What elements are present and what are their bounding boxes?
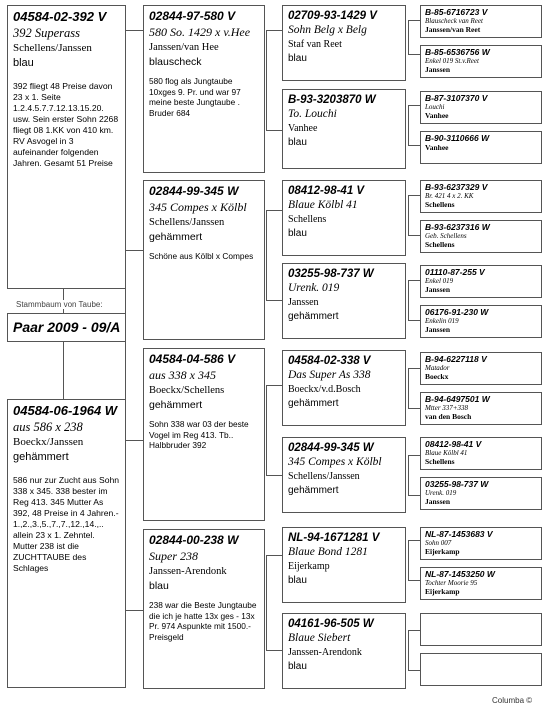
ring-number: 03255-98-737 W [288, 268, 374, 280]
ring-number: 04584-02-392 V [13, 9, 107, 24]
connector [408, 320, 420, 321]
connector [408, 105, 409, 145]
owner: Vanhee [425, 143, 449, 152]
owner: Schellens/Janssen [13, 42, 92, 54]
pigeon-name: Super 238 [149, 549, 198, 563]
connector [266, 555, 267, 650]
pigeon-card-great-grandparent[interactable] [420, 477, 542, 510]
connector [408, 20, 409, 54]
pigeon-card-great-grandparent[interactable] [420, 5, 542, 38]
owner: Janssen [425, 497, 451, 506]
ring-number: B-85-6536756 W [425, 47, 490, 57]
ring-number: 03255-98-737 W [425, 479, 489, 489]
connector [408, 195, 420, 196]
color: blau [288, 228, 307, 239]
pigeon-name: Urenk. 019 [288, 282, 340, 294]
color: blauscheck [149, 56, 202, 68]
connector [266, 475, 282, 476]
owner: Janssen [288, 297, 319, 308]
remark: Schöne aus Kölbl x Compes [149, 251, 254, 261]
ring-number: NL-87-1453683 V [425, 529, 493, 539]
connector [266, 30, 267, 130]
pedigree-label: Stammbaum von Taube: [16, 300, 103, 309]
pigeon-name: 345 Compes x Kölbl [288, 456, 382, 468]
pigeon-card-great-grandparent[interactable] [420, 180, 542, 213]
pigeon-card-great-grandparent[interactable] [420, 265, 542, 298]
connector [408, 455, 409, 495]
connector [266, 210, 282, 211]
color: gehämmert [288, 398, 339, 409]
connector [408, 630, 420, 631]
owner: Vanhee [425, 111, 449, 120]
pigeon-card-parent[interactable] [143, 5, 265, 173]
ring-number: 01110-87-255 V [425, 267, 485, 277]
owner: Boeckx/Janssen [13, 436, 84, 448]
pigeon-card-grandparent[interactable] [282, 263, 406, 339]
pair-box [7, 313, 126, 342]
ring-number: 04584-06-1964 W [13, 403, 118, 418]
owner: Janssen [425, 325, 451, 334]
remark: 238 war die Beste Jungtaube die ich je hatte 13x ges - 13x Pr. 974 Aspunkte mit 1500.- Preisgeld [149, 600, 257, 642]
color: gehämmert [149, 399, 203, 411]
owner: Schellens [425, 240, 455, 249]
connector [408, 54, 420, 55]
ring-number: 08412-98-41 V [425, 439, 482, 449]
connector [408, 580, 420, 581]
connector [266, 210, 267, 300]
pigeon-name: Enkel 019 St.v.Reet [425, 57, 479, 65]
pigeon-name: To. Louchi [288, 108, 337, 120]
remark: 586 nur zur Zucht aus Sohn 338 x 345. 338 bester im Reg 413. 345 Mutter As 392, 48 Preise in 4 Jahren.- 1.,2.,3.,5.,7.,7.,12.,14.,.. allein 23 x 1. Zehntel. Mutter 238 ist die ZUCHTTAUBE des Schlages [13, 475, 120, 573]
connector [408, 495, 420, 496]
pigeon-card-grandparent[interactable] [282, 437, 406, 513]
pigeon-card-great-grandparent[interactable] [420, 220, 542, 253]
connector [408, 20, 420, 21]
color: blau [288, 575, 307, 586]
pigeon-card-great-grandparent[interactable] [420, 91, 542, 124]
color: gehämmert [149, 231, 203, 243]
owner: Eijerkamp [288, 561, 330, 572]
ring-number: B-93-6237316 W [425, 222, 490, 232]
owner: Staf van Reet [288, 39, 342, 50]
owner: Boeckx [425, 372, 449, 381]
connector [408, 280, 409, 320]
ring-number: B-93-3203870 W [288, 94, 376, 106]
owner: Janssen/van Hee [149, 42, 219, 53]
connector [408, 280, 420, 281]
connector [408, 105, 420, 106]
owner: Boeckx/v.d.Bosch [288, 384, 361, 395]
owner: Schellens [288, 214, 327, 225]
connector [63, 342, 64, 399]
owner: Janssen/van Reet [425, 25, 481, 34]
color: gehämmert [288, 311, 339, 322]
footer-credit: Columba © [492, 696, 533, 705]
ring-number: NL-87-1453250 W [425, 569, 495, 579]
pigeon-name: Matador [425, 364, 450, 372]
pair-title: Paar 2009 - 09/A [13, 319, 121, 335]
pigeon-card-grandparent[interactable] [282, 527, 406, 603]
pigeon-card-great-grandparent[interactable] [420, 437, 542, 470]
owner: Eijerkamp [425, 547, 460, 556]
owner: Janssen-Arendonk [149, 566, 227, 577]
pigeon-name: Blauscheck van Reet [425, 17, 483, 25]
owner: Boeckx/Schellens [149, 385, 225, 396]
owner: Janssen [425, 65, 451, 74]
pigeon-name: Blaue Siebert [288, 632, 351, 644]
ring-number: 02844-99-345 W [288, 442, 374, 454]
color: blau [288, 661, 307, 672]
pigeon-name: Urenk. 019 [425, 489, 457, 497]
connector [408, 540, 420, 541]
connector [266, 385, 282, 386]
pigeon-name: 392 Superass [13, 26, 81, 40]
color: blau [13, 57, 34, 69]
pigeon-name: Blaue Bond 1281 [288, 546, 368, 558]
pigeon-name: Enkelin 019 [425, 317, 459, 325]
ring-number: 06176-91-230 W [425, 307, 489, 317]
ring-number: B-90-3110666 W [425, 133, 490, 143]
owner: Schellens/Janssen [288, 471, 360, 482]
pigeon-card-parent[interactable] [143, 529, 265, 689]
color: blau [149, 580, 169, 592]
pigeon-name: Br. 421 4 x 2. KK [425, 192, 474, 200]
owner: Janssen [425, 285, 451, 294]
connector [266, 300, 282, 301]
pigeon-name: Mtter 337+338 [425, 404, 469, 412]
ring-number: 02844-00-238 W [149, 533, 239, 547]
pigeon-card-great-grandparent[interactable] [420, 527, 542, 560]
remark: 580 flog als Jungtaube 10xges 9. Pr. und war 97 meine beste Jungtaube . Bruder 684 [149, 76, 241, 118]
owner: Schellens [425, 200, 455, 209]
pigeon-card-great-grandparent[interactable] [420, 352, 542, 385]
pigeon-card-great-grandparent[interactable] [420, 653, 542, 686]
pigeon-card-second[interactable] [7, 399, 126, 688]
pigeon-name: 345 Compes x Kölbl [149, 200, 247, 214]
connector [266, 385, 267, 475]
ring-number: B-94-6227118 V [425, 354, 487, 364]
pigeon-card-grandparent[interactable] [282, 5, 406, 81]
remark: Sohn 338 war 03 der beste Vogel im Reg 413. Tb.. Halbbruder 392 [149, 419, 249, 450]
pigeon-name: aus 586 x 238 [13, 420, 83, 434]
connector [408, 145, 420, 146]
pigeon-card-grandparent[interactable] [282, 180, 406, 256]
ring-number: 02844-99-345 W [149, 184, 239, 198]
pigeon-card-great-grandparent[interactable] [420, 567, 542, 600]
connector [125, 440, 143, 441]
connector [408, 630, 409, 670]
connector [125, 610, 143, 611]
pigeon-card-grandparent[interactable] [282, 89, 406, 169]
pigeon-name: 580 So. 1429 x v.Hee [149, 25, 251, 39]
connector [125, 250, 143, 251]
color: gehämmert [13, 451, 69, 463]
connector [408, 670, 420, 671]
ring-number: NL-94-1671281 V [288, 532, 380, 544]
connector [408, 195, 409, 235]
ring-number: 04161-96-505 W [288, 618, 374, 630]
owner: Vanhee [288, 123, 318, 134]
pigeon-name: Sohn Belg x Belg [288, 24, 367, 36]
connector [266, 30, 282, 31]
color: blau [288, 53, 307, 64]
pigeon-card-parent[interactable] [143, 348, 265, 521]
pigeon-card-great-grandparent[interactable] [420, 131, 542, 164]
remark: 392 fliegt 48 Preise davon 23 x 1. Seite 1.2.4.5.7.7.12.13.15.20. usw. Sein erster Sohn 2268 fliegt 08 1.KK von 410 km. RV Asvogel in 3 aufeinander folgenden Jahren. Gesamt 51 Preise [13, 81, 119, 168]
pigeon-name: Tochter Moorie 95 [425, 579, 478, 587]
connector [408, 368, 420, 369]
pigeon-card-parent[interactable] [143, 180, 265, 340]
pigeon-name: Enkel 019 [425, 277, 454, 285]
connector [408, 368, 409, 408]
pigeon-card-grandparent[interactable] [282, 613, 406, 689]
connector [125, 30, 143, 31]
pigeon-name: Blaue Kölbl 41 [425, 449, 468, 457]
pigeon-name: aus 338 x 345 [149, 368, 216, 382]
connector [408, 455, 420, 456]
ring-number: B-87-3107370 V [425, 93, 488, 103]
ring-number: B-93-6237329 V [425, 182, 488, 192]
color: blau [288, 137, 307, 148]
owner: Janssen-Arendonk [288, 647, 362, 658]
owner: Schellens/Janssen [149, 217, 225, 228]
owner: Eijerkamp [425, 587, 460, 596]
ring-number: 04584-04-586 V [149, 352, 236, 366]
owner: Schellens [425, 457, 455, 466]
pigeon-name: Geb. Schellens [425, 232, 467, 240]
owner: van den Bosch [425, 412, 472, 421]
ring-number: B-85-6716723 V [425, 7, 488, 17]
color: gehämmert [288, 485, 339, 496]
connector [266, 555, 282, 556]
connector [266, 650, 282, 651]
pigeon-card-great-grandparent[interactable] [420, 305, 542, 338]
connector [408, 540, 409, 580]
pigeon-name: Das Super As 338 [288, 369, 371, 381]
pigeon-card-grandparent[interactable] [282, 350, 406, 426]
ring-number: 02709-93-1429 V [288, 10, 377, 22]
ring-number: 04584-02-338 V [288, 355, 371, 367]
connector [266, 130, 282, 131]
pigeon-card-great-grandparent[interactable] [420, 45, 542, 78]
pigeon-card-main[interactable] [7, 5, 126, 289]
connector [408, 408, 420, 409]
ring-number: 02844-97-580 V [149, 9, 236, 23]
connector [408, 235, 420, 236]
pigeon-card-great-grandparent[interactable] [420, 392, 542, 425]
pigeon-name: Blaue Kölbl 41 [288, 199, 358, 211]
pigeon-card-great-grandparent[interactable] [420, 613, 542, 646]
ring-number: B-94-6497501 W [425, 394, 490, 404]
pigeon-name: Louchi [425, 103, 445, 111]
ring-number: 08412-98-41 V [288, 185, 365, 197]
pigeon-name: Sohn 007 [425, 539, 452, 547]
